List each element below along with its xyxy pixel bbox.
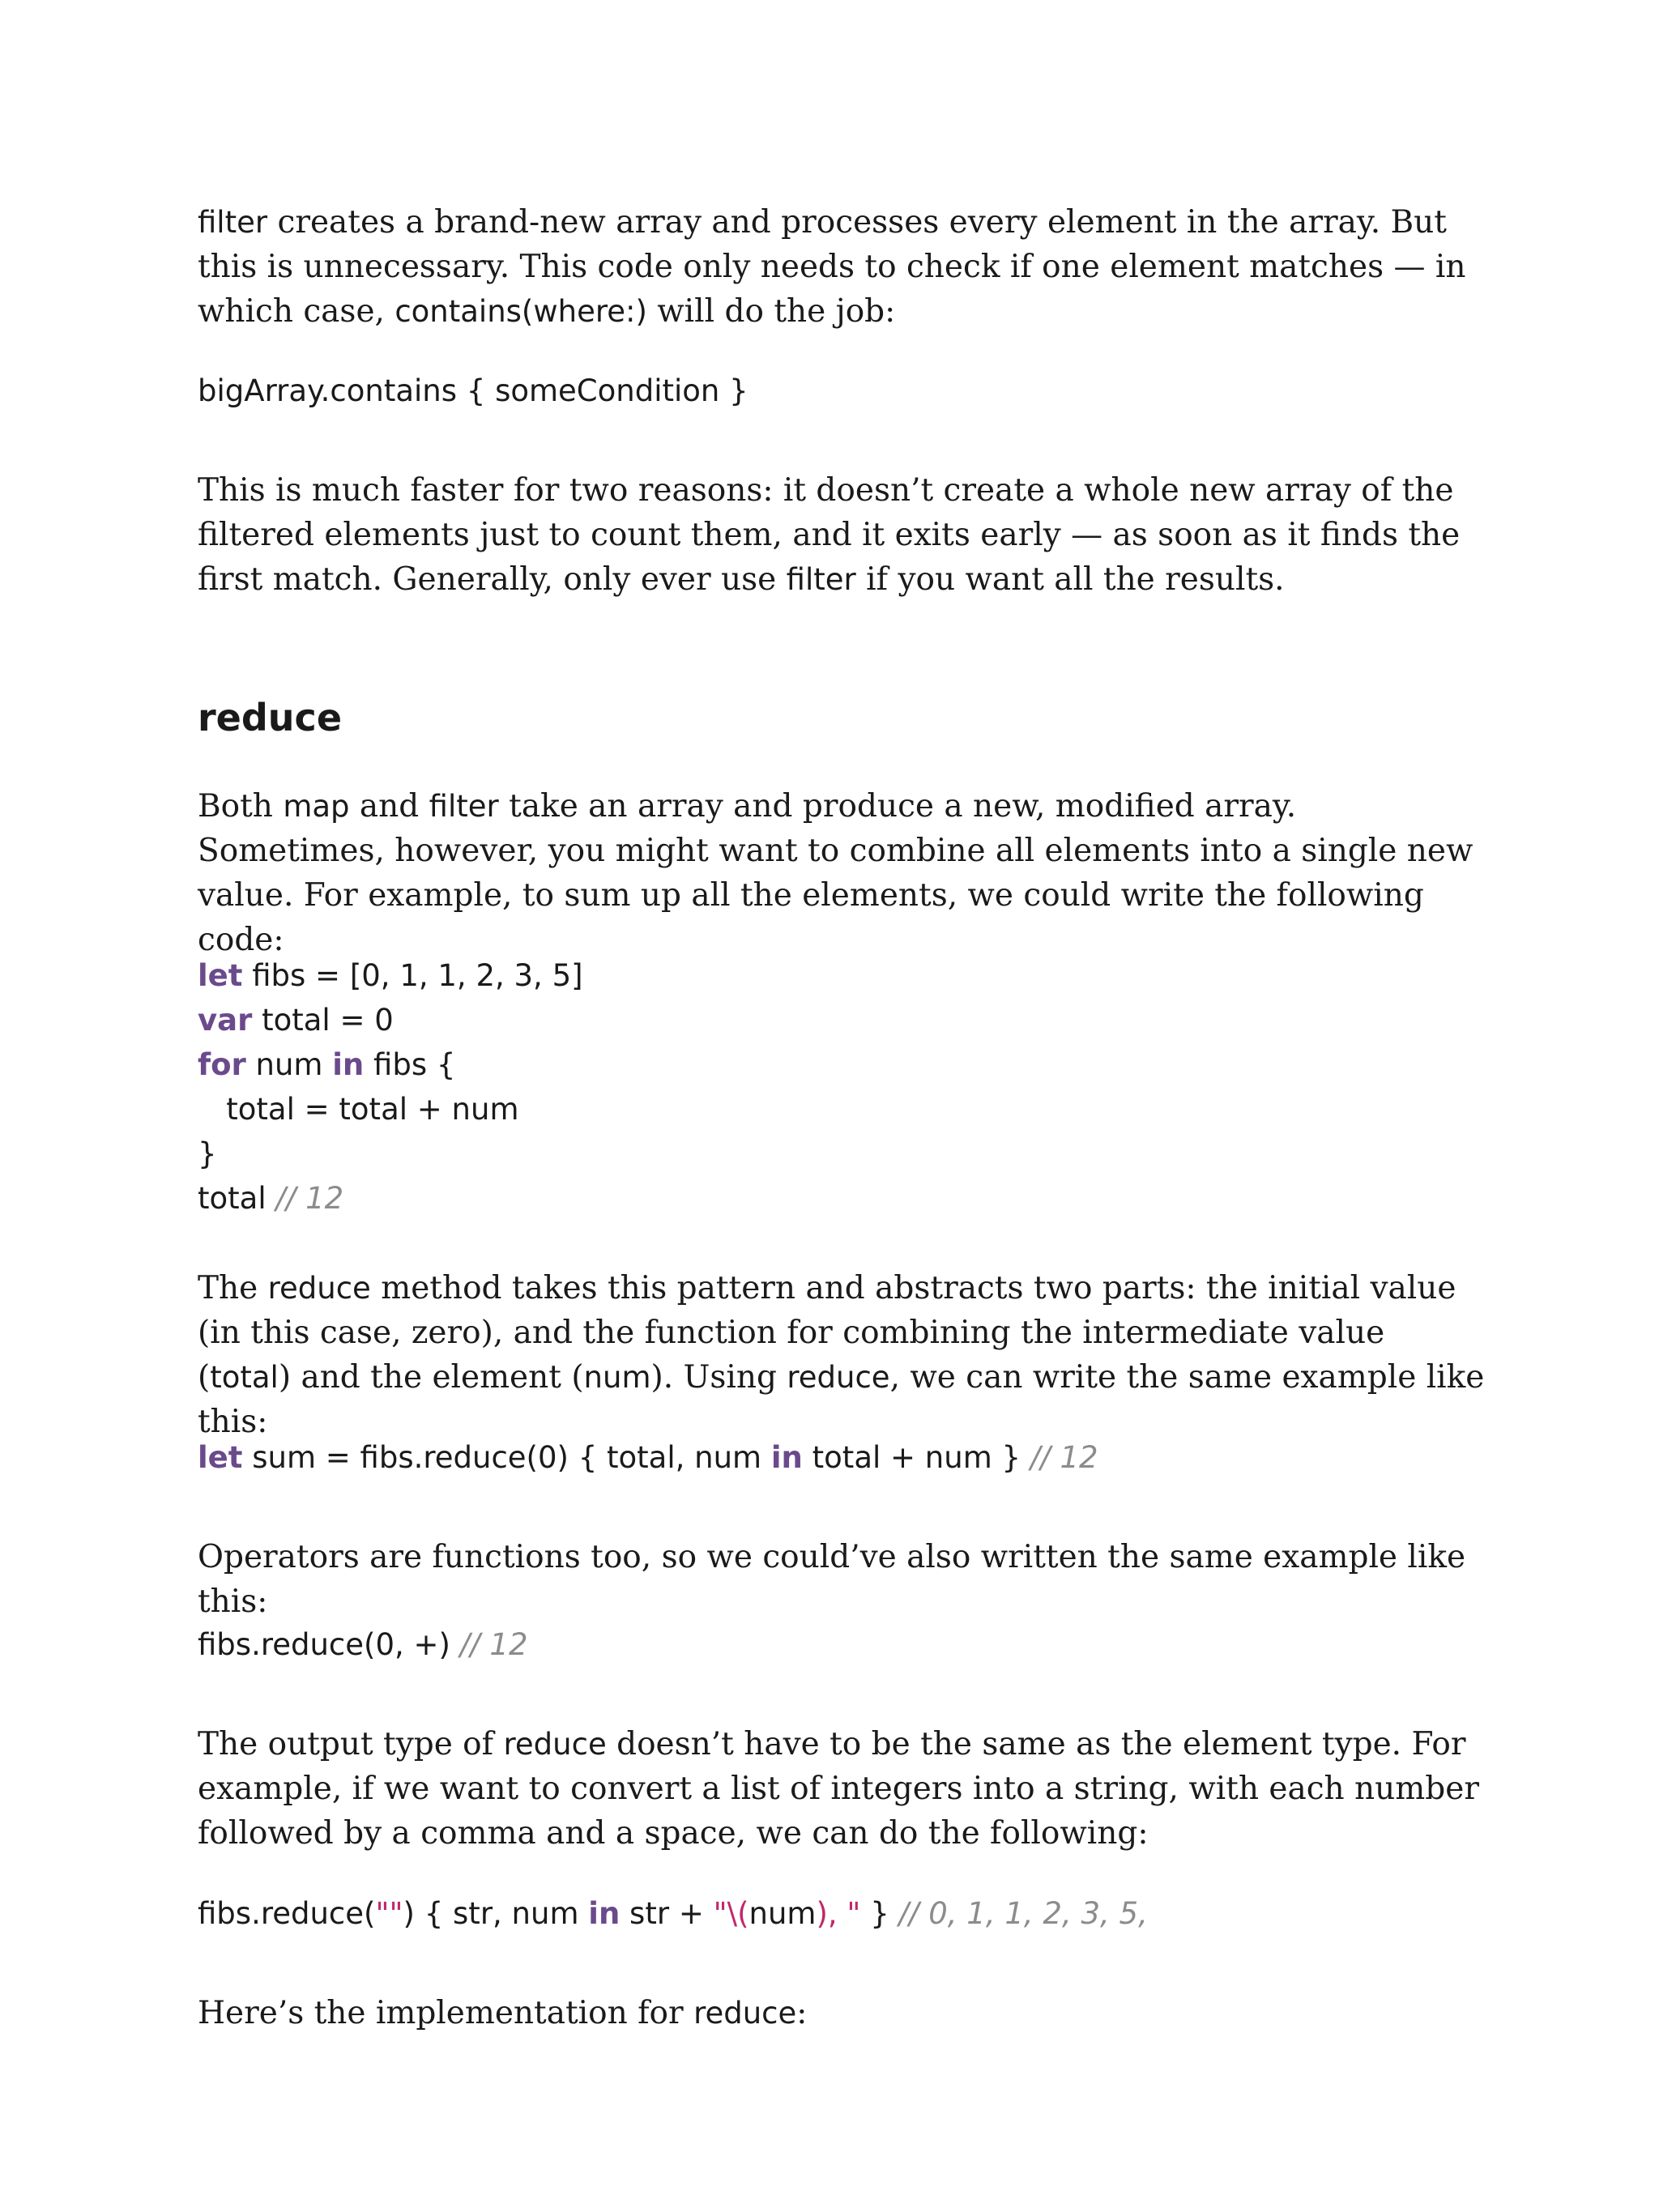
inline-code: reduce (787, 1360, 890, 1395)
code-line: for num in fibs { (198, 1047, 456, 1082)
inline-code: num (583, 1360, 651, 1395)
code-block-reduce-string: fibs.reduce("") { str, num in str + "\(num), " } // 0, 1, 1, 2, 3, 5, (198, 1896, 1148, 1931)
inline-code: total (210, 1360, 279, 1395)
inline-code: map (283, 789, 350, 824)
paragraph-operators: Operators are functions too, so we could’ve also written the same example like this: (198, 1539, 1466, 1620)
paragraph-output-type: The output type of reduce doesn’t have to be the same as the element type. For example, if we want to convert a list of integers into a string, with each number followed by a comma and a space, we can do the following: (198, 1726, 1479, 1852)
paragraph-implementation: Here’s the implementation for reduce: (198, 1995, 808, 2031)
inline-code: filter (786, 562, 856, 597)
code-block-loop-sum (198, 953, 1575, 1221)
inline-code: reduce (267, 1271, 371, 1306)
code-block-reduce-sum: let sum = fibs.reduce(0) { total, num in total + num } // 12 (198, 1440, 1098, 1475)
code-line: var total = 0 (198, 1003, 394, 1038)
code-block-contains: bigArray.contains { someCondition } (198, 373, 748, 408)
code-line: } (198, 1136, 217, 1171)
paragraph-map-filter: Both map and filter take an array and produce a new, modified array. Sometimes, however, you might want to combine all elements into a single new value. For example, to sum up all the elements, we could write the following code: (198, 788, 1473, 958)
inline-code: reduce (503, 1727, 607, 1762)
inline-code: filter (429, 789, 499, 824)
code-line: let fibs = [0, 1, 1, 2, 3, 5] (198, 958, 583, 993)
code-line: total = total + num (198, 1092, 519, 1127)
inline-code: filter (198, 205, 268, 240)
paragraph-reduce-method: The reduce method takes this pattern and abstracts two parts: the initial value (in this case, zero), and the function for combining the intermediate value (total) and the element (num). Using reduce, we can write the same example like this: (198, 1270, 1485, 1440)
code-block-reduce-operator: fibs.reduce(0, +) // 12 (198, 1627, 528, 1662)
paragraph-faster: This is much faster for two reasons: it doesn’t create a whole new array of the filtered elements just to count them, and it exits early — as soon as it finds the first match. Generally, only ever use filter if you want all the results. (198, 472, 1461, 598)
code-line: total // 12 (198, 1181, 344, 1216)
inline-code: contains(where:) (394, 294, 647, 329)
section-heading-reduce: reduce (198, 696, 343, 739)
inline-code: reduce (693, 1996, 797, 2031)
paragraph-filter-intro: filter creates a brand-new array and processes every element in the array. But this is unnecessary. This code only needs to check if one element matches — in which case, contains(where:) will do the job: (198, 204, 1466, 330)
